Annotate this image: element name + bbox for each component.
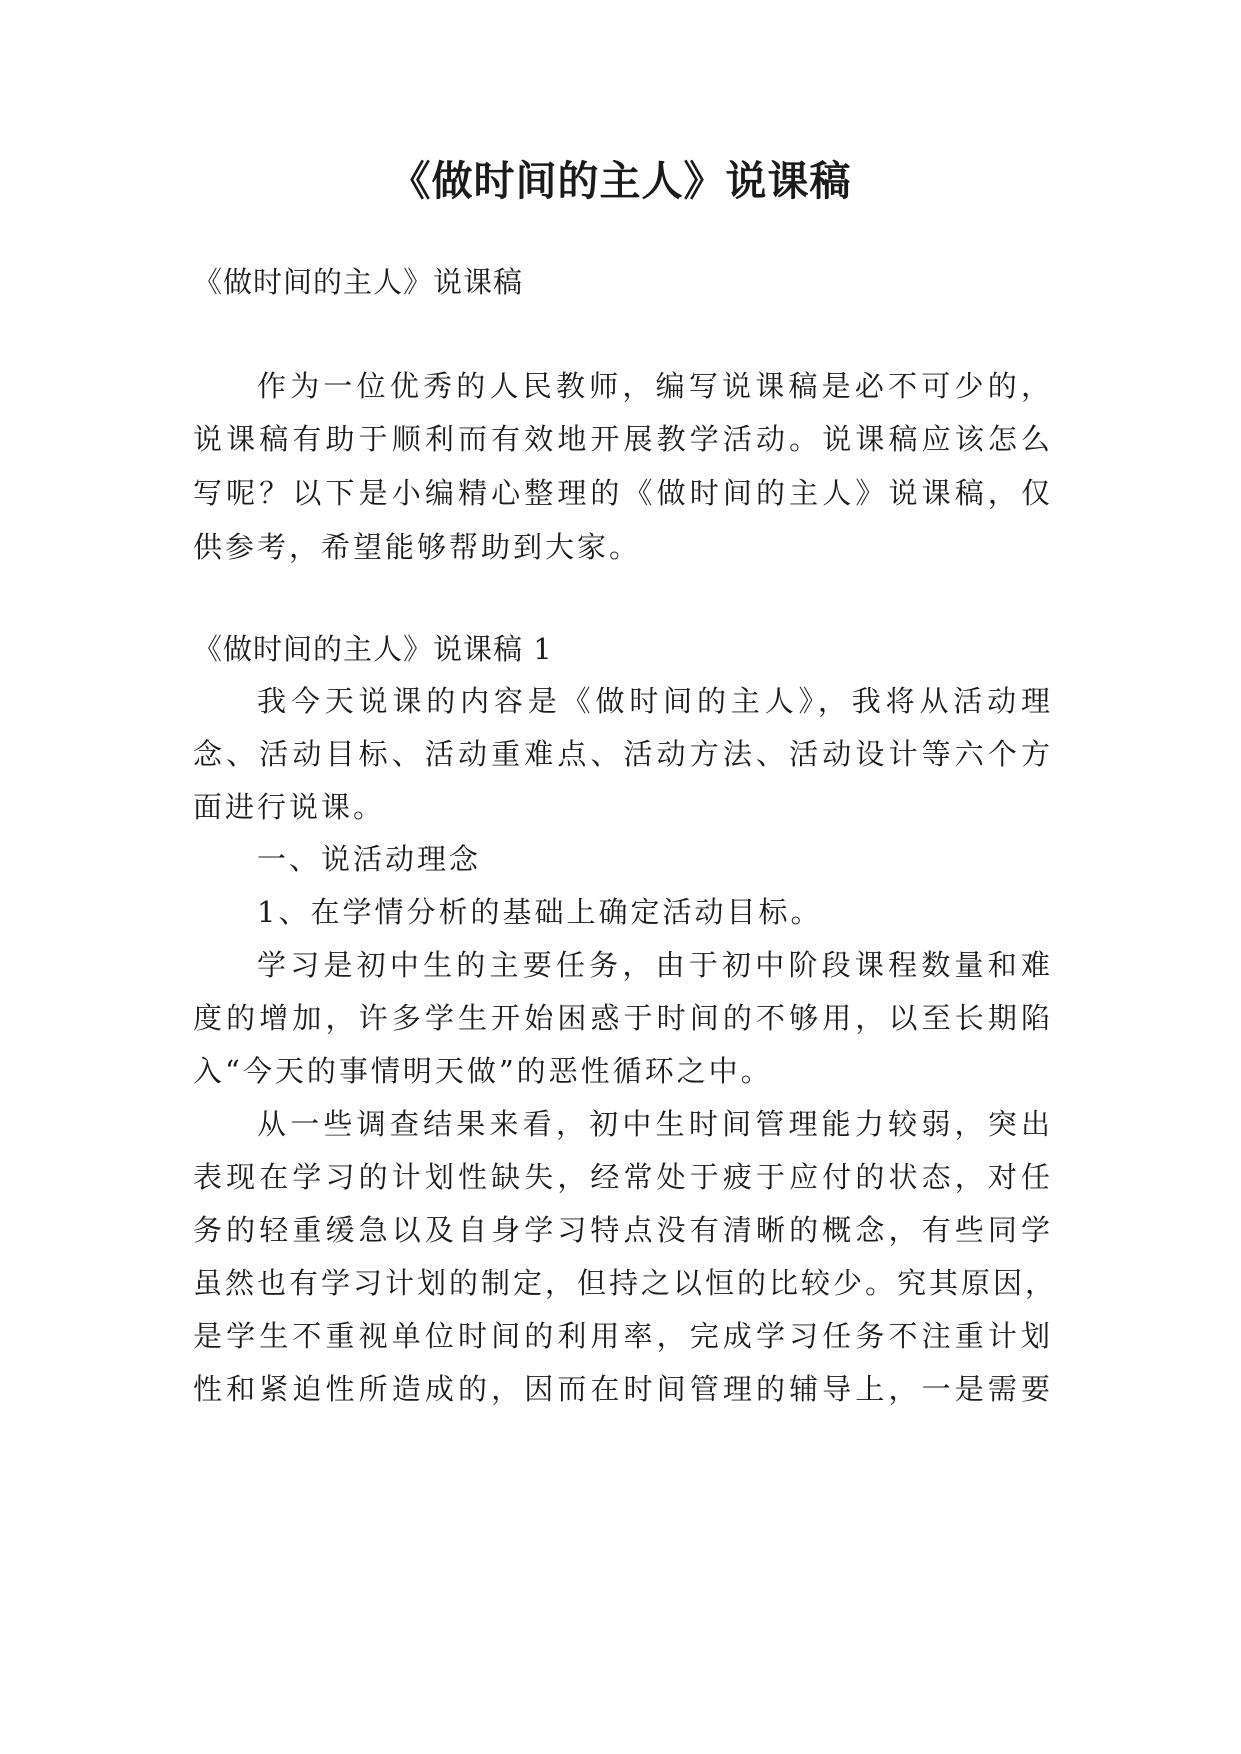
paragraph-line: 性和紧迫性所造成的，因而在时间管理的辅导上，一是需要	[193, 1372, 1053, 1406]
intro-line: 写呢？以下是小编精心整理的《做时间的主人》说课稿，仅	[193, 476, 1053, 510]
section-heading: 《做时间的主人》说课稿 1	[193, 632, 553, 666]
paragraph-line: 我今天说课的内容是《做时间的主人》，我将从活动理	[257, 684, 1053, 718]
paragraph-line: 务的轻重缓急以及自身学习特点没有清晰的概念，有些同学	[193, 1213, 1053, 1247]
paragraph-line: 学习是初中生的主要任务，由于初中阶段课程数量和难	[257, 948, 1053, 982]
paragraph-line: 念、活动目标、活动重难点、活动方法、活动设计等六个方	[193, 737, 1053, 771]
paragraph-line: 从一些调查结果来看，初中生时间管理能力较弱，突出	[257, 1107, 1053, 1141]
paragraph-line: 面进行说课。	[193, 790, 386, 824]
paragraph-line: 表现在学习的计划性缺失，经常处于疲于应付的状态，对任	[193, 1160, 1053, 1194]
paragraph-line: 虽然也有学习计划的制定，但持之以恒的比较少。究其原因，	[193, 1266, 1058, 1300]
intro-line: 作为一位优秀的人民教师，编写说课稿是必不可少的，	[257, 369, 1053, 403]
document-title: 《做时间的主人》说课稿	[389, 157, 852, 205]
item-one: 1、在学情分析的基础上确定活动目标。	[257, 895, 823, 929]
paragraph-line: 入“今天的事情明天做”的恶性循环之中。	[193, 1054, 773, 1088]
paragraph-line: 度的增加，许多学生开始困惑于时间的不够用，以至长期陷	[193, 1001, 1053, 1035]
document-subtitle: 《做时间的主人》说课稿	[193, 265, 524, 299]
intro-line: 供参考，希望能够帮助到大家。	[193, 530, 642, 564]
intro-line: 说课稿有助于顺利而有效地开展教学活动。说课稿应该怎么	[193, 422, 1053, 456]
paragraph-line: 是学生不重视单位时间的利用率，完成学习任务不注重计划	[193, 1319, 1053, 1353]
heading-one: 一、说活动理念	[257, 842, 482, 876]
